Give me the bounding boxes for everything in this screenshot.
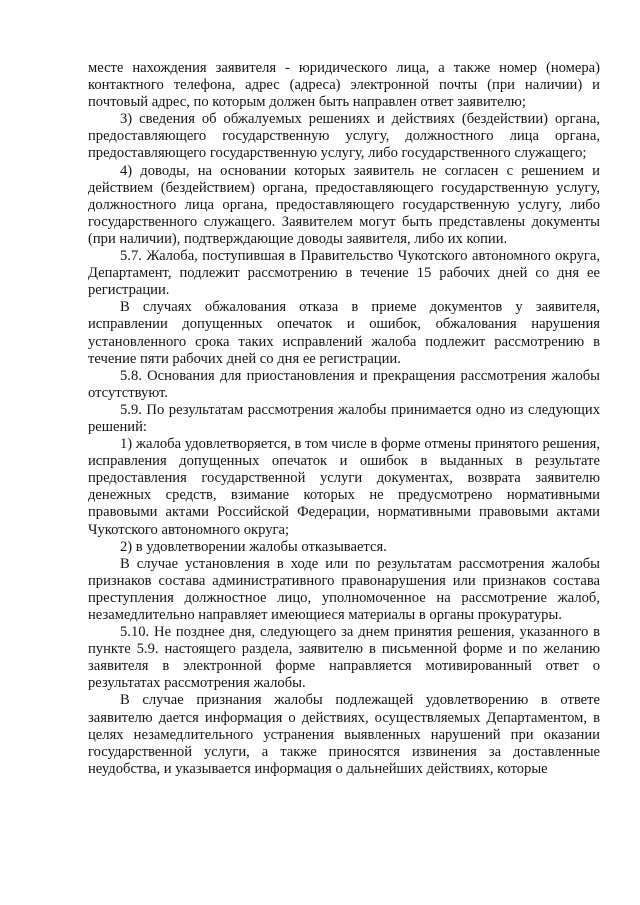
paragraph-refusal-appeal-period: В случаях обжалования отказа в приеме документов у заявителя, исправлении допущенных опечаток и ошибок, обжалования нарушения установленного срока таких исправлений жалоба подлежит рассмотрению в течение пяти рабочих дней со дня ее регистрации. xyxy=(88,299,600,367)
paragraph-item-3-appealed-decisions: 3) сведения об обжалуемых решениях и действиях (бездействии) органа, предоставляющего государственную услугу, должностного лица органа, предоставляющего государственную услугу, либо государственного служащего; xyxy=(88,111,600,162)
paragraph-5-10-response: 5.10. Не позднее дня, следующего за днем принятия решения, указанного в пункте 5.9. настоящего раздела, заявителю в письменной форме и по желанию заявителя в электронной форме направляется мотивированный ответ о результатах рассмотрения жалобы. xyxy=(88,624,600,692)
paragraph-5-8-suspension-grounds: 5.8. Основания для приостановления и прекращения рассмотрения жалобы отсутствуют. xyxy=(88,367,600,401)
document-body xyxy=(88,60,600,778)
paragraph-item-4-arguments: 4) доводы, на основании которых заявитель не согласен с решением и действием (бездействием) органа, предоставляющего государственную услугу, должностного лица органа, предоставляющего государственную услугу, либо государственного служащего. Заявителем могут быть представлены документы (при наличии), подтверждающие доводы заявителя, либо их копии. xyxy=(88,162,600,247)
paragraph-5-9-decisions: 5.9. По результатам рассмотрения жалобы принимается одно из следующих решений: xyxy=(88,401,600,435)
paragraph-decision-1-satisfied: 1) жалоба удовлетворяется, в том числе в форме отмены принятого решения, исправления допущенных опечаток и ошибок в выданных в результате предоставления государственной услуги документах, возврата заявителю денежных средств, взимание которых не предусмотрено нормативными правовыми актами Российской Федерации, нормативными правовыми актами Чукотского автономного округа; xyxy=(88,436,600,538)
paragraph-contact-details: месте нахождения заявителя - юридического лица, а также номер (номера) контактного телефона, адрес (адреса) электронной почты (при наличии) и почтовый адрес, по которым должен быть направлен ответ заявителю; xyxy=(88,60,600,111)
paragraph-satisfied-response-info: В случае признания жалобы подлежащей удовлетворению в ответе заявителю дается информация о действиях, осуществляемых Департаментом, в целях незамедлительного устранения выявленных нарушений при оказании государственной услуги, а также приносятся извинения за доставленные неудобства, и указывается информация о дальнейших действиях, которые xyxy=(88,692,600,777)
paragraph-decision-2-refused: 2) в удовлетворении жалобы отказывается. xyxy=(120,538,387,555)
paragraph-offense-referral: В случае установления в ходе или по результатам рассмотрения жалобы признаков состава административного правонарушения или признаков состава преступления должностное лицо, уполномоченное на рассмотрение жалоб, незамедлительно направляет имеющиеся материалы в органы прокуратуры. xyxy=(88,555,600,623)
paragraph-5-7-review-period: 5.7. Жалоба, поступившая в Правительство Чукотского автономного округа, Департамент, подлежит рассмотрению в течение 15 рабочих дней со дня ее регистрации. xyxy=(88,248,600,299)
